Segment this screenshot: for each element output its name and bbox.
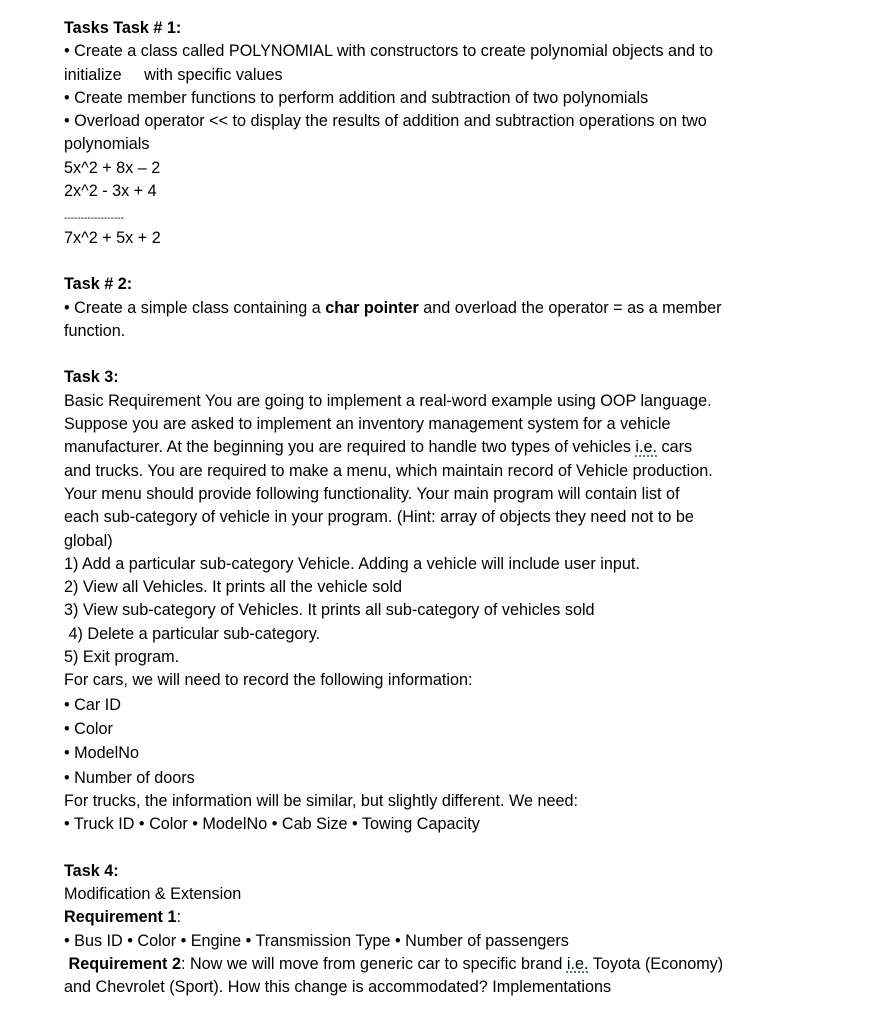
task1-title: Tasks Task # 1:: [64, 19, 182, 37]
task1-bullet-3-cont: polynomials: [64, 135, 150, 154]
truck-fields: • Truck ID • Color • ModelNo • Cab Size • Towing Capacity: [64, 815, 480, 834]
car-field: • Number of doors: [64, 768, 195, 787]
ie-abbreviation: i.e.: [566, 954, 589, 973]
menu-item-2: 2) View all Vehicles. It prints all the vehicle sold: [64, 578, 403, 597]
task1-bullet-3: • Overload operator << to display the results of addition and subtraction operations on two: [64, 112, 707, 131]
polynomial-2: 2x^2 - 3x + 4: [64, 182, 157, 201]
char-pointer-emphasis: char pointer: [325, 298, 419, 317]
task3-para-line-2: Suppose you are asked to implement an inventory management system for a vehicle: [64, 415, 671, 434]
task2-title: Task # 2:: [64, 275, 133, 294]
bus-fields: • Bus ID • Color • Engine • Transmission Type • Number of passengers: [64, 931, 569, 950]
menu-item-4: 4) Delete a particular sub-category.: [64, 624, 321, 643]
ie-abbreviation: i.e.: [635, 438, 658, 457]
menu-item-1: 1) Add a particular sub-category Vehicle. Adding a vehicle will include user input.: [64, 554, 640, 573]
menu-item-5: 5) Exit program.: [64, 648, 180, 667]
task3-para-line-3: manufacturer. At the beginning you are required to handle two types of vehicles i.e. cars: [64, 438, 693, 457]
task1-bullet-2: • Create member functions to perform addition and subtraction of two polynomials: [64, 88, 649, 107]
task3-title: Task 3:: [64, 368, 119, 387]
task2-bullet-cont: function.: [64, 321, 126, 340]
task3-para-line-7: global): [64, 531, 113, 550]
car-field: • ModelNo: [64, 744, 139, 763]
requirement-1-heading: Requirement 1:: [64, 908, 181, 927]
sum-separator: ------------------: [64, 213, 124, 225]
car-field: • Color: [64, 719, 113, 738]
task1-bullet-1-cont: initialize with specific values: [64, 65, 283, 84]
task3-para-line-1: Basic Requirement You are going to implement a real-word example using OOP language.: [64, 391, 712, 410]
requirement-2-line-2: and Chevrolet (Sport). How this change is accommodated? Implementations: [64, 978, 612, 997]
menu-item-3: 3) View sub-category of Vehicles. It prints all sub-category of vehicles sold: [64, 601, 595, 620]
document: [64, 17, 784, 999]
task3-para-line-4: and trucks. You are required to make a menu, which maintain record of Vehicle production.: [64, 461, 713, 480]
polynomial-result: 7x^2 + 5x + 2: [64, 228, 161, 247]
task2-bullet: • Create a simple class containing a char pointer and overload the operator = as a member: [64, 298, 722, 317]
task3-para-line-6: each sub-category of vehicle in your program. (Hint: array of objects they need not to be: [64, 508, 694, 527]
polynomial-1: 5x^2 + 8x – 2: [64, 158, 161, 177]
task1-bullet-1: • Create a class called POLYNOMIAL with constructors to create polynomial objects and to: [64, 42, 713, 61]
requirement-2-line-1: Requirement 2: Now we will move from generic car to specific brand i.e. Toyota (Economy): [64, 954, 724, 973]
task3-para-line-5: Your menu should provide following functionality. Your main program will contain list of: [64, 484, 680, 503]
cars-intro: For cars, we will need to record the following information:: [64, 671, 473, 690]
trucks-intro: For trucks, the information will be similar, but slightly different. We need:: [64, 791, 579, 810]
task4-title: Task 4:: [64, 861, 119, 880]
task4-subtitle: Modification & Extension: [64, 884, 242, 903]
car-field: • Car ID: [64, 695, 121, 714]
